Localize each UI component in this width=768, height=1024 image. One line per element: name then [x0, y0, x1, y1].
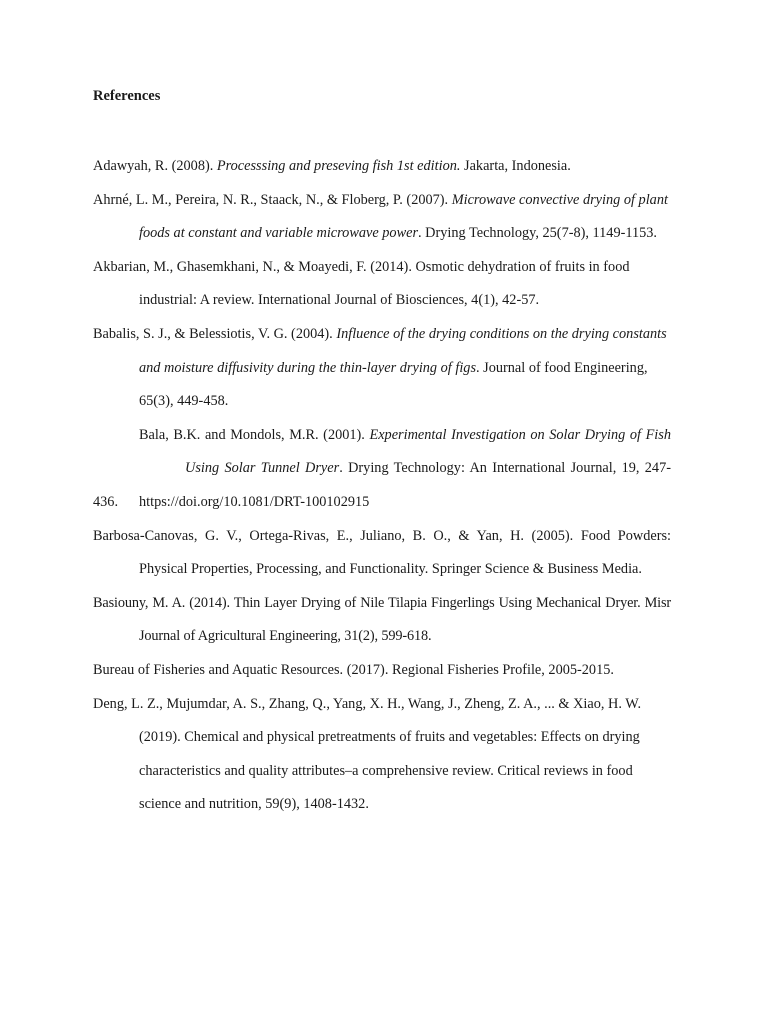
reference-text: Deng, L. Z., Mujumdar, A. S., Zhang, Q., Yang, X. H., Wang, J., Zheng, Z. A., ... & Xiao, H. W. (2019). Chemical and physical pretreatments of fruits and vegetables: Effects on drying characteristics and quality attributes–a comprehensive review. Critical reviews in food science and nutrition, 59(9), 1408-1432.	[93, 695, 642, 813]
reference-authors: Ahrné, L. M., Pereira, N. R., Staack, N., & Floberg, P. (2007).	[93, 191, 452, 208]
reference-barbosa-canovas-2005	[93, 520, 671, 587]
reference-page-end: 436.	[93, 493, 119, 510]
reference-ahrne-2007	[93, 184, 671, 251]
reference-title: Microwave convective drying of plant foods at constant and variable microwave power	[139, 191, 668, 242]
reference-list	[93, 150, 671, 822]
reference-title: Processsing and preseving fish 1st edition.	[216, 158, 461, 174]
reference-text: Basiouny, M. A. (2014). Thin Layer Drying of Nile Tilapia Fingerlings Using Mechanical Dryer. Misr Journal of Agricultural Engineering, 31(2), 599-618.	[93, 594, 671, 645]
reference-deng-2019	[93, 688, 671, 822]
reference-authors: Bala, B.K. and Mondols, M.R. (2001).	[139, 426, 370, 443]
reference-source: . Drying Technology: An International Journal, 19, 247-	[339, 460, 671, 477]
reference-source: . Drying Technology, 25(7-8), 1149-1153.	[418, 225, 657, 242]
reference-authors: Adawyah, R. (2008).	[93, 158, 217, 174]
references-heading: References	[93, 88, 161, 104]
reference-authors: Babalis, S. J., & Belessiotis, V. G. (2004).	[93, 325, 337, 342]
reference-text: Barbosa-Canovas, G. V., Ortega-Rivas, E., Juliano, B. O., & Yan, H. (2005). Food Powders: Physical Properties, Processing, and Functionality. Springer Science & Business Media.	[93, 527, 671, 578]
reference-doi-link[interactable]: https://doi.org/10.1081/DRT-100102915	[139, 493, 370, 510]
reference-adawyah-2008	[93, 150, 671, 184]
reference-basiouny-2014	[93, 587, 671, 654]
reference-title: Experimental Investigation on Solar Drying of Fish Using Solar Tunnel Dryer	[185, 426, 671, 477]
reference-text: Bureau of Fisheries and Aquatic Resources. (2017). Regional Fisheries Profile, 2005-2015.	[93, 661, 614, 678]
reference-bala-2001	[93, 419, 671, 520]
reference-title: Influence of the drying conditions on the drying constants and moisture diffusivity during the thin-layer drying of figs	[139, 325, 667, 376]
reference-babalis-2004	[93, 318, 671, 419]
reference-akbarian-2014	[93, 251, 671, 318]
reference-source: Jakarta, Indonesia.	[460, 158, 571, 174]
reference-main	[139, 419, 671, 486]
reference-text: Akbarian, M., Ghasemkhani, N., & Moayedi, F. (2014). Osmotic dehydration of fruits in food industrial: A review. International Journal of Biosciences, 4(1), 42-57.	[93, 258, 630, 309]
reference-source: . Journal of food Engineering, 65(3), 449-458.	[139, 359, 648, 410]
reference-tail	[93, 486, 671, 520]
reference-bfar-2017	[93, 654, 671, 688]
